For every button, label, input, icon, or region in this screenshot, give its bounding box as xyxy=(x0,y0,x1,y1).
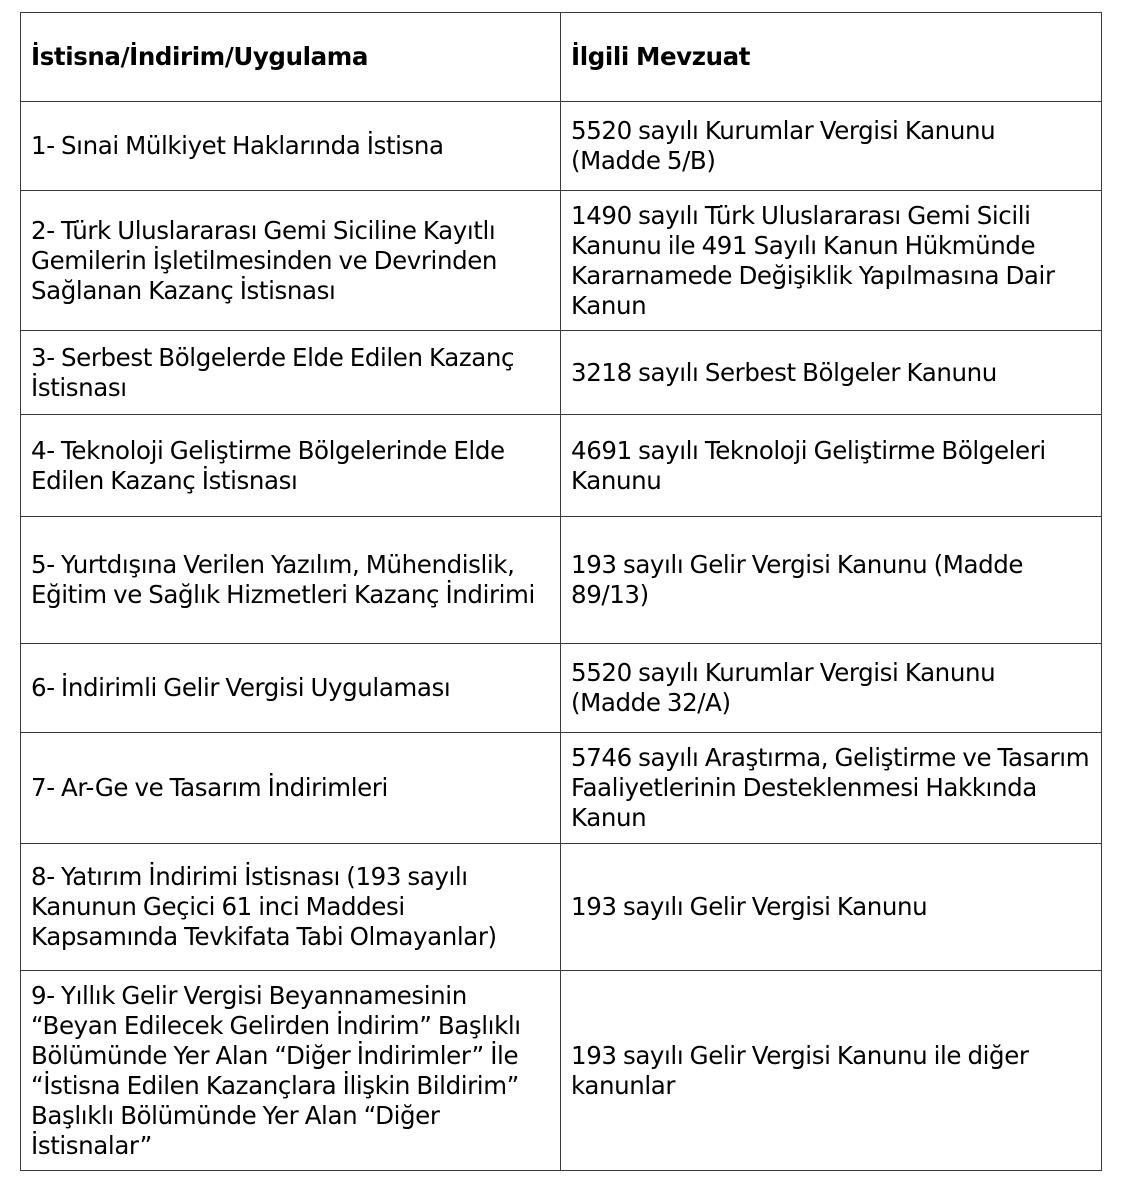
legislation-cell: 193 sayılı Gelir Vergisi Kanunu (Madde 89/13) xyxy=(561,517,1102,644)
column-header-legislation: İlgili Mevzuat xyxy=(561,13,1102,102)
exemption-cell: 2- Türk Uluslararası Gemi Siciline Kayıtlı Gemilerin İşletilmesinden ve Devrinden Sağlanan Kazanç İstisnası xyxy=(21,191,561,331)
table-row xyxy=(21,191,1102,331)
table-row xyxy=(21,102,1102,191)
exemptions-table xyxy=(20,12,1102,1171)
exemption-cell: 4- Teknoloji Geliştirme Bölgelerinde Elde Edilen Kazanç İstisnası xyxy=(21,415,561,517)
column-header-exemption: İstisna/İndirim/Uygulama xyxy=(21,13,561,102)
exemption-cell: 3- Serbest Bölgelerde Elde Edilen Kazanç İstisnası xyxy=(21,331,561,415)
exemptions-table-container xyxy=(20,12,1101,1171)
legislation-cell: 5520 sayılı Kurumlar Vergisi Kanunu (Madde 5/B) xyxy=(561,102,1102,191)
exemption-cell: 5- Yurtdışına Verilen Yazılım, Mühendislik, Eğitim ve Sağlık Hizmetleri Kazanç İndirimi xyxy=(21,517,561,644)
table-row xyxy=(21,415,1102,517)
exemption-cell: 1- Sınai Mülkiyet Haklarında İstisna xyxy=(21,102,561,191)
table-header-row xyxy=(21,13,1102,102)
exemption-cell: 6- İndirimli Gelir Vergisi Uygulaması xyxy=(21,644,561,733)
table-row xyxy=(21,644,1102,733)
legislation-cell: 5746 sayılı Araştırma, Geliştirme ve Tasarım Faaliyetlerinin Desteklenmesi Hakkında Kanun xyxy=(561,733,1102,844)
table-row xyxy=(21,517,1102,644)
legislation-cell: 193 sayılı Gelir Vergisi Kanunu xyxy=(561,844,1102,971)
legislation-cell: 193 sayılı Gelir Vergisi Kanunu ile diğer kanunlar xyxy=(561,971,1102,1171)
table-row xyxy=(21,844,1102,971)
legislation-cell: 4691 sayılı Teknoloji Geliştirme Bölgeleri Kanunu xyxy=(561,415,1102,517)
table-row xyxy=(21,733,1102,844)
legislation-cell: 3218 sayılı Serbest Bölgeler Kanunu xyxy=(561,331,1102,415)
exemption-cell: 7- Ar-Ge ve Tasarım İndirimleri xyxy=(21,733,561,844)
legislation-cell: 1490 sayılı Türk Uluslararası Gemi Sicili Kanunu ile 491 Sayılı Kanun Hükmünde Kararnamede Değişiklik Yapılmasına Dair Kanun xyxy=(561,191,1102,331)
table-row xyxy=(21,971,1102,1171)
table-row xyxy=(21,331,1102,415)
legislation-cell: 5520 sayılı Kurumlar Vergisi Kanunu (Madde 32/A) xyxy=(561,644,1102,733)
exemption-cell: 9- Yıllık Gelir Vergisi Beyannamesinin “Beyan Edilecek Gelirden İndirim” Başlıklı Bölümünde Yer Alan “Diğer İndirimler” İle “İstisna Edilen Kazançlara İlişkin Bildirim” Başlıklı Bölümünde Yer Alan “Diğer İstisnalar” xyxy=(21,971,561,1171)
exemption-cell: 8- Yatırım İndirimi İstisnası (193 sayılı Kanunun Geçici 61 inci Maddesi Kapsamında Tevkifata Tabi Olmayanlar) xyxy=(21,844,561,971)
